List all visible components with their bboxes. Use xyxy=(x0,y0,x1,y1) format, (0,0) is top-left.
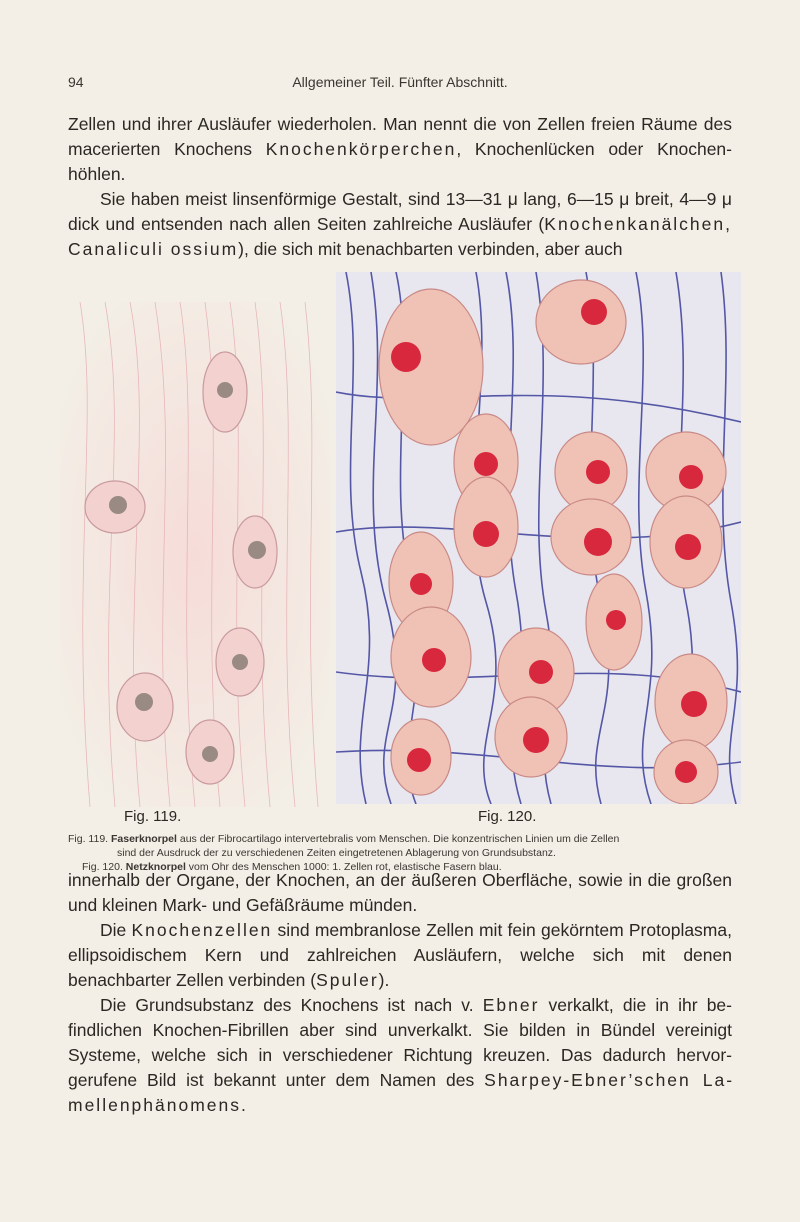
spaced-name: Spuler xyxy=(316,970,379,990)
caption-text: aus der Fibrocartilago intervertebralis vom Menschen. Die konzentrischen Linien um die Zellen xyxy=(179,833,620,845)
caption-text: vom Ohr des Menschen 1000: 1. Zellen rot, elastische Fasern blau. xyxy=(188,861,502,873)
spaced-name: Ebner xyxy=(482,995,540,1015)
text-run: sind membranlose Zellen mit fein gekörntem Protoplasma, ellipsoidischem Kern und zahlreichen Ausläufern, welche sich mit denen benachbarter Zellen verbinden ( xyxy=(68,920,732,990)
text-run: Die Grundsubstanz des Knochens ist nach v. xyxy=(100,995,483,1015)
paragraph xyxy=(68,918,732,993)
caption-line: sind der Ausdruck der zu verschiedenen Zeiten eingetretenen Ablagerung von Grundsubstanz. xyxy=(117,847,556,859)
fig119-fibrocartilage-image xyxy=(60,302,330,807)
spaced-term: Sharpey-Ebner’schen Lamellenphänomens xyxy=(68,1070,733,1115)
running-title: Allgemeiner Teil. Fünfter Abschnitt. xyxy=(292,74,508,90)
page-header xyxy=(0,74,800,96)
text-run: Sie haben meist linsenförmige Gestalt, sind 13—31 μ lang, 6—15 μ breit, 4—9 μ dick und entsenden nach allen Seiten zahlreiche Ausläufer ( xyxy=(68,189,732,234)
text-run: ), die sich mit benachbarten verbinden, aber auch xyxy=(238,239,623,259)
text-run: Die xyxy=(100,920,132,940)
paragraph: innerhalb der Organe, der Knochen, an der äußeren Oberfläche, sowie in die großen und kleinen Mark- und Gefäßräume münden. xyxy=(68,870,732,915)
fig120-elastic-cartilage-image xyxy=(336,272,741,804)
text-run: . xyxy=(241,1095,246,1115)
paragraph xyxy=(68,112,732,187)
text-run: verkalkt, die in ihr befindlichen Knochen-Fibrillen aber sind unverkalkt. Sie bilden in Bündel vereinigt Systeme, welche sich in verschiedener Richtung kreuzen. Das dadurch hervorgerufene Bild ist bekannt unter dem Namen des xyxy=(68,995,732,1090)
text-run: , Knochenlücken oder Knochenhöhlen. xyxy=(68,139,732,184)
spaced-term: Knochenzellen xyxy=(131,920,273,940)
spaced-term: Knochenkörperchen xyxy=(265,139,457,159)
caption-term: Netzknorpel xyxy=(125,861,186,873)
caption-line xyxy=(68,832,732,846)
figure-area xyxy=(60,272,750,812)
spaced-term: Knochenkanälchen, Canaliculi ossium xyxy=(68,214,732,259)
text-run: ). xyxy=(378,970,390,990)
page-number: 94 xyxy=(68,74,84,90)
caption-prefix: Fig. 120. xyxy=(82,861,123,873)
upper-text xyxy=(68,112,732,262)
text-run: Zellen und ihrer Ausläufer wiederholen. Man nennt die von Zellen freien Räume des macerierten Knochens xyxy=(68,114,732,159)
paragraph xyxy=(68,993,732,1118)
paragraph xyxy=(68,187,732,262)
fig119-label: Fig. 119. xyxy=(124,808,182,825)
fig120-label: Fig. 120. xyxy=(478,808,537,825)
lower-text xyxy=(68,868,732,1118)
caption-prefix: Fig. 119. xyxy=(68,833,109,845)
caption-term: Faserknorpel xyxy=(111,833,177,845)
